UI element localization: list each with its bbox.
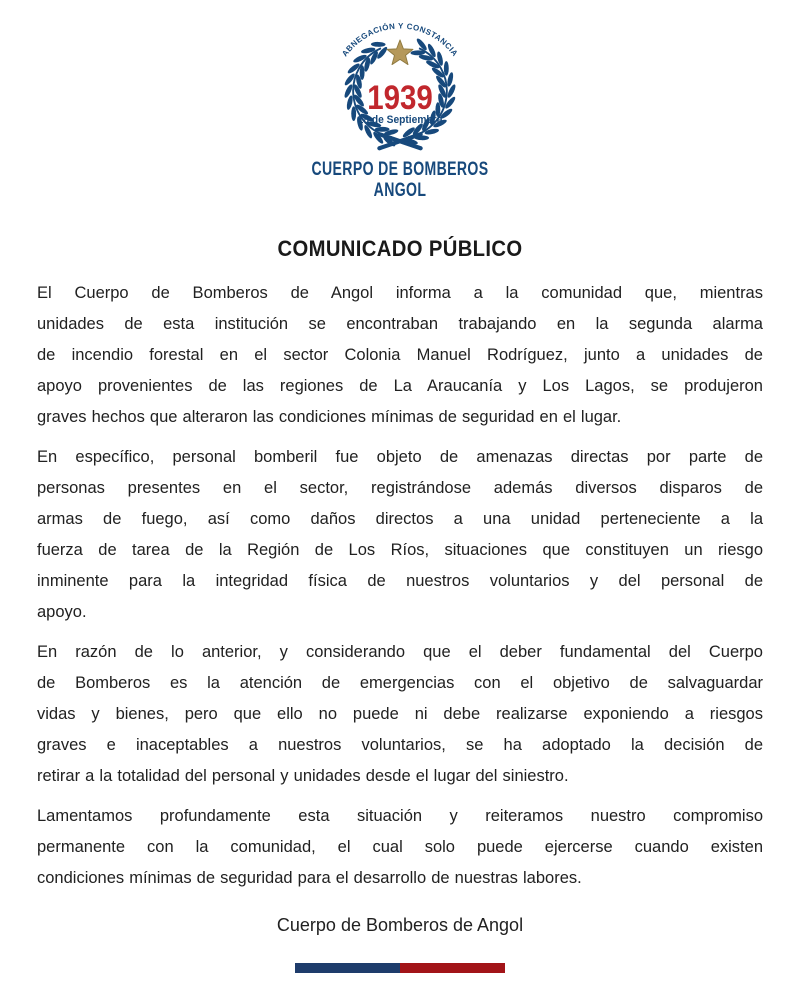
paragraph xyxy=(37,442,763,628)
logo-motto: ABNEGACIÓN Y CONSTANCIA xyxy=(340,21,460,59)
text-line: personas presentes en el sector, registrándose además diversos disparos de xyxy=(37,478,763,497)
org-name-line2: ANGOL xyxy=(373,180,427,202)
text-line: En razón de lo anterior, y considerando que el deber fundamental del Cuerpo xyxy=(37,642,763,661)
org-name xyxy=(104,159,696,202)
text-line: permanente con la comunidad, el cual solo puede ejercerse cuando existen xyxy=(37,837,763,856)
text-line: fuerza de tarea de la Región de Los Ríos, situaciones que constituyen un riesgo xyxy=(37,540,763,559)
text-line: retirar a la totalidad del personal y unidades desde el lugar del siniestro. xyxy=(37,766,569,785)
paragraph xyxy=(37,637,763,792)
text-line: condiciones mínimas de seguridad para el desarrollo de nuestras labores. xyxy=(37,868,582,887)
text-line: armas de fuego, así como daños directos a una unidad perteneciente a la xyxy=(37,509,763,528)
text-line: Lamentamos profundamente esta situación y reiteramos nuestro compromiso xyxy=(37,806,763,825)
signature: Cuerpo de Bomberos de Angol xyxy=(276,914,524,935)
paragraph xyxy=(37,278,763,433)
logo-date: 18 de Septiembre xyxy=(357,113,443,127)
text-line: graves hechos que alteraron las condiciones mínimas de seguridad en el lugar. xyxy=(37,407,622,426)
flag-red-segment xyxy=(400,963,505,973)
text-line: apoyo provenientes de las regiones de La Araucanía y Los Lagos, se produjeron xyxy=(37,376,763,395)
logo xyxy=(0,0,800,202)
paragraph xyxy=(37,801,763,894)
text-line: El Cuerpo de Bomberos de Angol informa a la comunidad que, mientras xyxy=(37,283,763,302)
body-text xyxy=(37,278,763,894)
text-line: graves e inaceptables a nuestros voluntarios, se ha adoptado la decisión de xyxy=(37,735,763,754)
flag-blue-segment xyxy=(295,963,400,973)
text-line: de Bomberos es la atención de emergencias con el objetivo de salvaguardar xyxy=(37,673,763,692)
fire-department-emblem xyxy=(325,14,475,155)
page-title: COMUNICADO PÚBLICO xyxy=(277,235,523,261)
text-line: unidades de esta institución se encontraban trabajando en la segunda alarma xyxy=(37,314,763,333)
org-name-line1: CUERPO DE BOMBEROS xyxy=(311,159,489,180)
text-line: inminente para la integridad física de nuestros voluntarios y del personal de xyxy=(37,571,763,590)
logo-year: 1939 xyxy=(367,77,433,117)
text-line: apoyo. xyxy=(37,602,87,621)
text-line: de incendio forestal en el sector Colonia Manuel Rodríguez, junto a unidades de xyxy=(37,345,763,364)
text-line: vidas y bienes, pero que ello no puede ni debe realizarse exponiendo a riesgos xyxy=(37,704,763,723)
star-icon xyxy=(387,40,413,65)
text-line: En específico, personal bomberil fue objeto de amenazas directas por parte de xyxy=(37,447,763,466)
flag-bar xyxy=(295,963,505,973)
